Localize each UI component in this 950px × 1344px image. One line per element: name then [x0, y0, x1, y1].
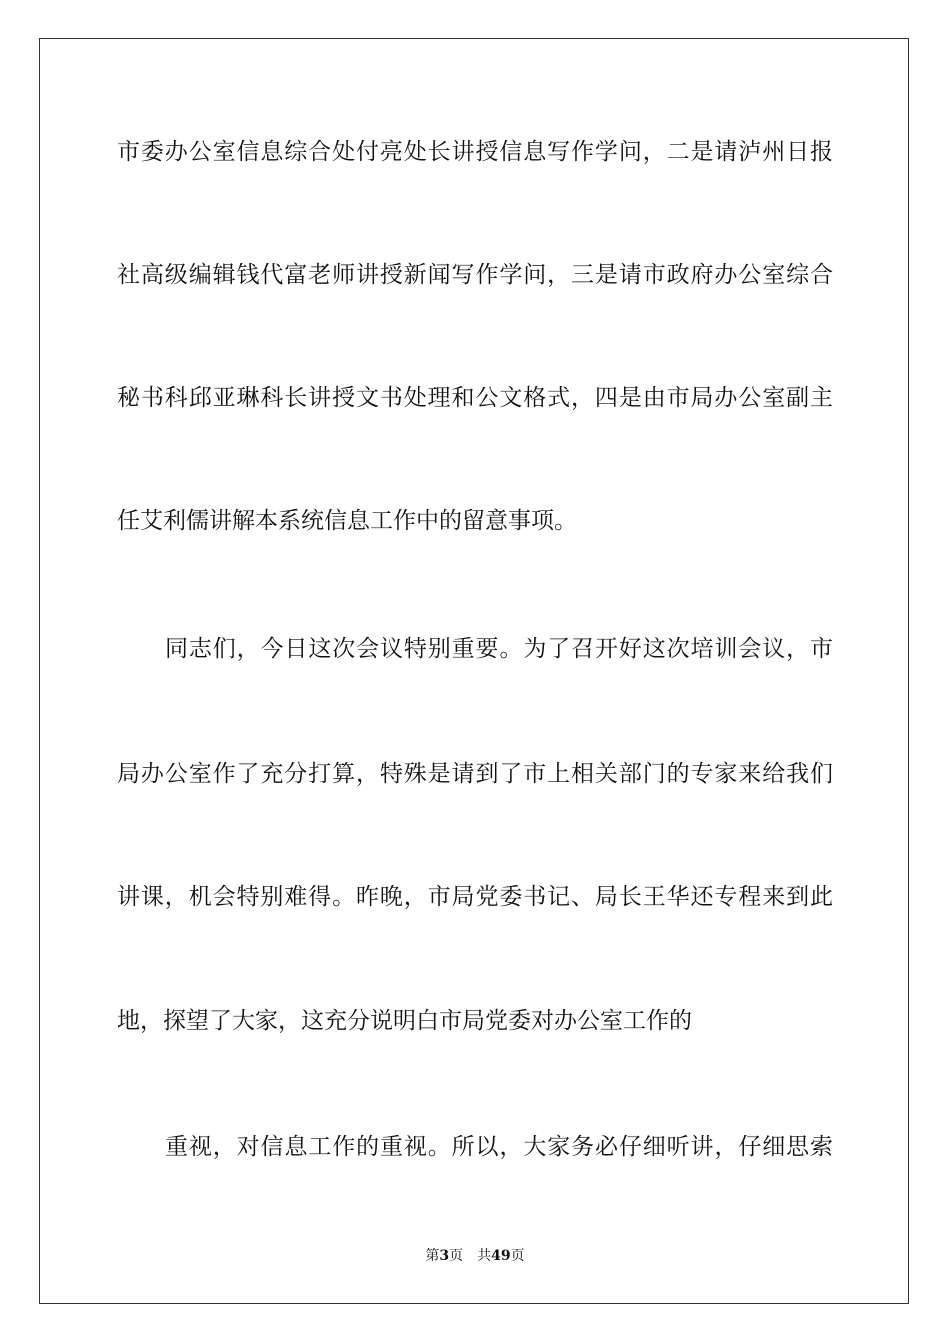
body-line-3: 秘书科邱亚琳科长讲授文书处理和公文格式，四是由市局办公室副主: [117, 385, 833, 411]
body-line-2: 社高级编辑钱代富老师讲授新闻写作学问，三是请市政府办公室综合: [117, 262, 833, 288]
body-line-7: 讲课，机会特别难得。昨晚，市局党委书记、局长王华还专程来到此: [117, 884, 833, 910]
body-line-6: 局办公室作了充分打算，特殊是请到了市上相关部门的专家来给我们: [117, 761, 833, 787]
total-suffix: 页: [510, 1248, 525, 1264]
body-line-4: 任艾利儒讲解本系统信息工作中的留意事项。: [117, 508, 577, 534]
body-line-9: 重视，对信息工作的重视。所以，大家务必仔细听讲，仔细思索: [165, 1134, 833, 1160]
page-border: [39, 38, 909, 1304]
page-number: 3: [439, 1248, 450, 1264]
total-pages: 49: [491, 1248, 511, 1264]
page-prefix: 第: [425, 1248, 440, 1264]
body-line-5: 同志们，今日这次会议特别重要。为了召开好这次培训会议，市: [165, 636, 833, 662]
page-suffix: 页: [449, 1248, 464, 1264]
page-footer: [0, 1246, 950, 1266]
body-line-1: 市委办公室信息综合处付亮处长讲授信息写作学问，二是请泸州日报: [117, 139, 833, 165]
total-prefix: 共: [477, 1248, 492, 1264]
body-line-8: 地，探望了大家，这充分说明白市局党委对办公室工作的: [117, 1008, 692, 1034]
